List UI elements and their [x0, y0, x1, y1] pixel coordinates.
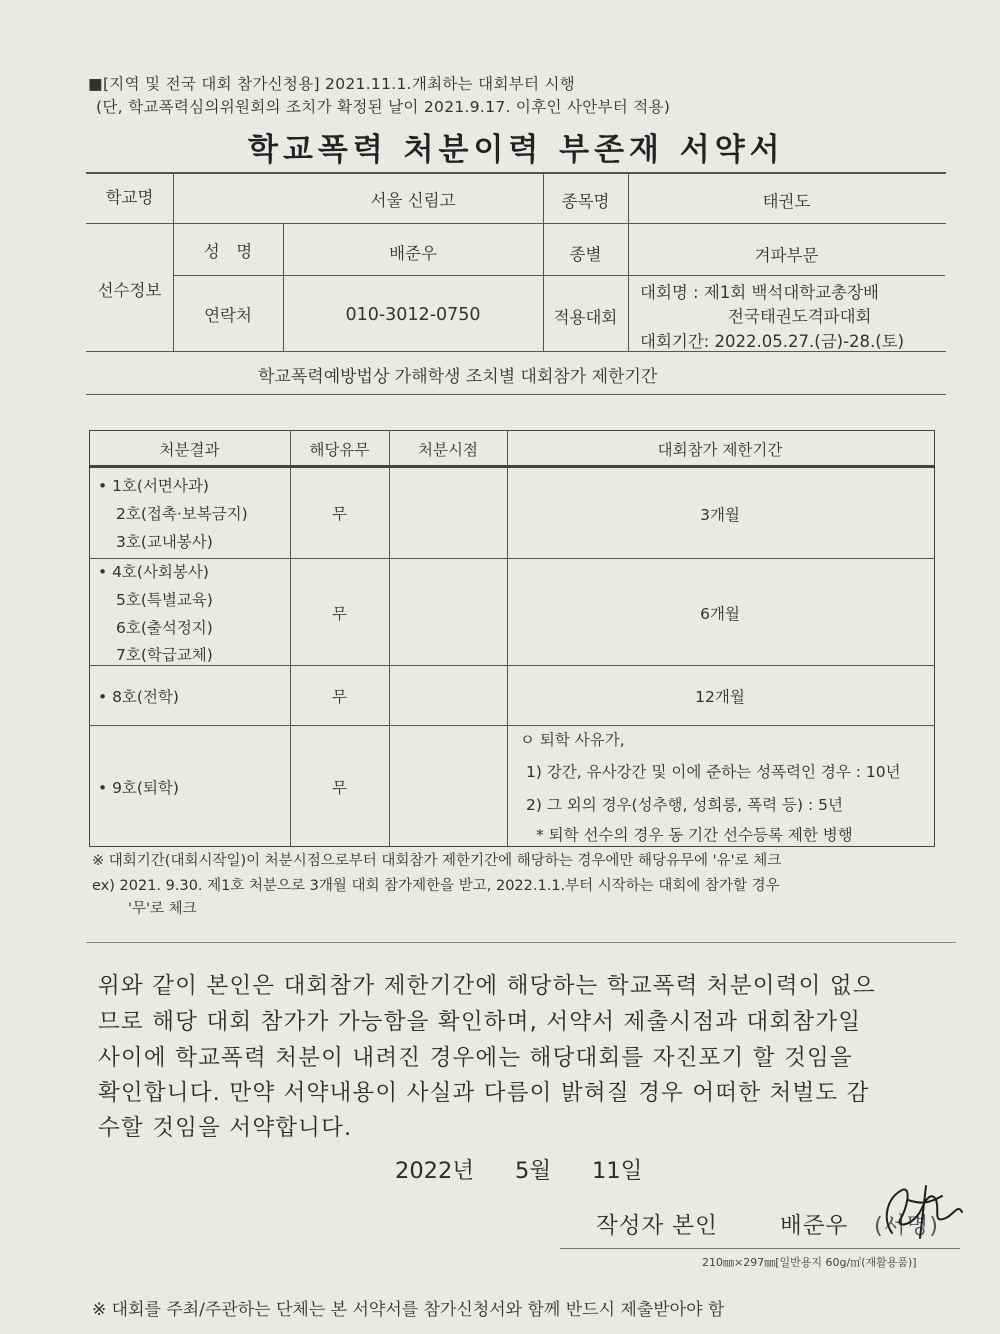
table-col-divider-3 [507, 430, 508, 846]
restriction-table [89, 430, 935, 847]
table-col-divider-2 [389, 430, 390, 846]
category-label: 종별 [569, 245, 602, 264]
table-row-4-applicable: 무 [332, 779, 347, 797]
signature-label: 작성자 본인 [596, 1213, 718, 1239]
table-row-3-applicable: 무 [332, 688, 347, 706]
table-row-3-result-1: • 8호(전학) [98, 688, 179, 706]
info-row-divider-1 [86, 223, 946, 224]
event-value: 태권도 [762, 192, 811, 211]
event-label: 종목명 [561, 192, 610, 211]
table-row-1-period: 3개월 [700, 506, 740, 524]
contact-label: 연락처 [204, 306, 252, 325]
table-row-3-period: 12개월 [695, 688, 745, 706]
competition-name-line-1: 대회명 : 제1회 백석대학교총장배 [640, 283, 879, 302]
note-3: '무'로 체크 [128, 901, 197, 917]
page-title: 학교폭력 처분이력 부존재 서약서 [248, 132, 785, 168]
table-row-divider-2 [89, 665, 935, 666]
info-top-border [86, 172, 946, 174]
section-title: 학교폭력예방법상 가해학생 조치별 대회참가 제한기간 [258, 367, 658, 387]
pledge-line-5: 수할 것임을 서약합니다. [98, 1115, 353, 1141]
table-row-4-period-line-3: 2) 그 외의 경우(성추행, 성희롱, 폭력 등) : 5년 [526, 796, 843, 814]
table-row-1-result-2: 2호(접촉·보복금지) [116, 505, 248, 523]
spec-divider [560, 1248, 960, 1249]
table-row-1-applicable: 무 [332, 505, 347, 523]
table-row-2-result-2: 5호(특별교육) [116, 591, 213, 609]
pledge-line-3: 사이에 학교폭력 처분이 내려진 경우에는 해당대회를 자진포기 할 것임을 [98, 1045, 853, 1071]
table-row-1-result-1: • 1호(서면사과) [98, 477, 209, 495]
section-bottom-border [86, 394, 946, 395]
pledge-line-2: 므로 해당 대회 참가가 가능함을 확인하며, 서약서 제출시점과 대회참가일 [98, 1009, 862, 1035]
table-header-timing: 처분시점 [418, 441, 478, 459]
signature-name: 배준우 [780, 1213, 849, 1239]
date-year: 2022년 [395, 1158, 474, 1184]
footer-note: ※ 대회를 주최/주관하는 단체는 본 서약서를 참가신청서와 함께 반드시 제출받아야 함 [92, 1300, 725, 1320]
school-label: 학교명 [105, 188, 154, 207]
table-header-result: 처분결과 [159, 441, 220, 459]
player-info-label: 선수정보 [97, 281, 162, 300]
table-row-4-period-line-2: 1) 강간, 유사강간 및 이에 준하는 성폭력인 경우 : 10년 [526, 763, 901, 781]
info-row-divider-2 [173, 275, 945, 276]
signature-sign-label: (서명) [874, 1213, 940, 1239]
school-value: 서울 신림고 [370, 191, 456, 210]
table-row-2-period: 6개월 [700, 605, 740, 623]
competition-label: 적용대회 [553, 308, 618, 327]
note-1: ※ 대회기간(대회시작일)이 처분시점으로부터 대회참가 제한기간에 해당하는 경우에만 해당유무에 '유'로 체크 [92, 853, 782, 869]
contact-value: 010-3012-0750 [345, 305, 481, 325]
table-row-divider-1 [89, 558, 935, 559]
table-header-applicable: 해당유무 [309, 441, 370, 459]
pledge-line-4: 확인합니다. 만약 서약내용이 사실과 다름이 밝혀질 경우 어떠한 처벌도 감 [98, 1080, 870, 1106]
handwritten-signature [862, 1178, 972, 1248]
competition-period: 대회기간: 2022.05.27.(금)-28.(토) [640, 332, 905, 351]
table-row-4-period-line-1: ㅇ 퇴학 사유가, [520, 731, 625, 749]
category-value: 겨파부문 [754, 246, 819, 265]
paper-spec: 210㎜×297㎜[일반용지 60g/㎡(재활용품)] [702, 1256, 917, 1269]
header-line-1: ■[지역 및 전국 대회 참가신청용] 2021.11.1.개최하는 대회부터 시행 [88, 75, 576, 93]
table-row-1-result-3: 3호(교내봉사) [116, 533, 213, 551]
table-header-border [89, 465, 935, 468]
name-value: 배준우 [389, 244, 437, 263]
header-line-2: (단, 학교폭력심의위원회의 조치가 확정된 날이 2021.9.17. 이후인 사안부터 적용) [96, 98, 671, 116]
date-day: 11일 [592, 1158, 643, 1184]
competition-name-line-2: 전국태권도격파대회 [728, 307, 872, 326]
table-row-4-result-1: • 9호(퇴학) [98, 779, 179, 797]
note-2: ex) 2021. 9.30. 제1호 처분으로 3개월 대회 참가제한을 받고, 2022.1.1.부터 시작하는 대회에 참가할 경우 [92, 878, 780, 894]
pledge-line-1: 위와 같이 본인은 대회참가 제한기간에 해당하는 학교폭력 처분이력이 없으 [98, 973, 876, 999]
table-row-2-result-4: 7호(학급교체) [116, 646, 213, 664]
table-row-2-result-1: • 4호(사회봉사) [98, 563, 209, 581]
notes-divider [86, 942, 956, 943]
date-month: 5월 [515, 1158, 552, 1184]
table-row-4-period-line-4: * 퇴학 선수의 경우 동 기간 선수등록 제한 병행 [536, 826, 853, 844]
table-row-2-applicable: 무 [332, 605, 347, 623]
table-row-divider-3 [89, 725, 935, 726]
table-header-period: 대회참가 제한기간 [657, 441, 783, 459]
name-label: 성 명 [203, 242, 253, 261]
table-row-2-result-3: 6호(출석정지) [116, 619, 213, 637]
